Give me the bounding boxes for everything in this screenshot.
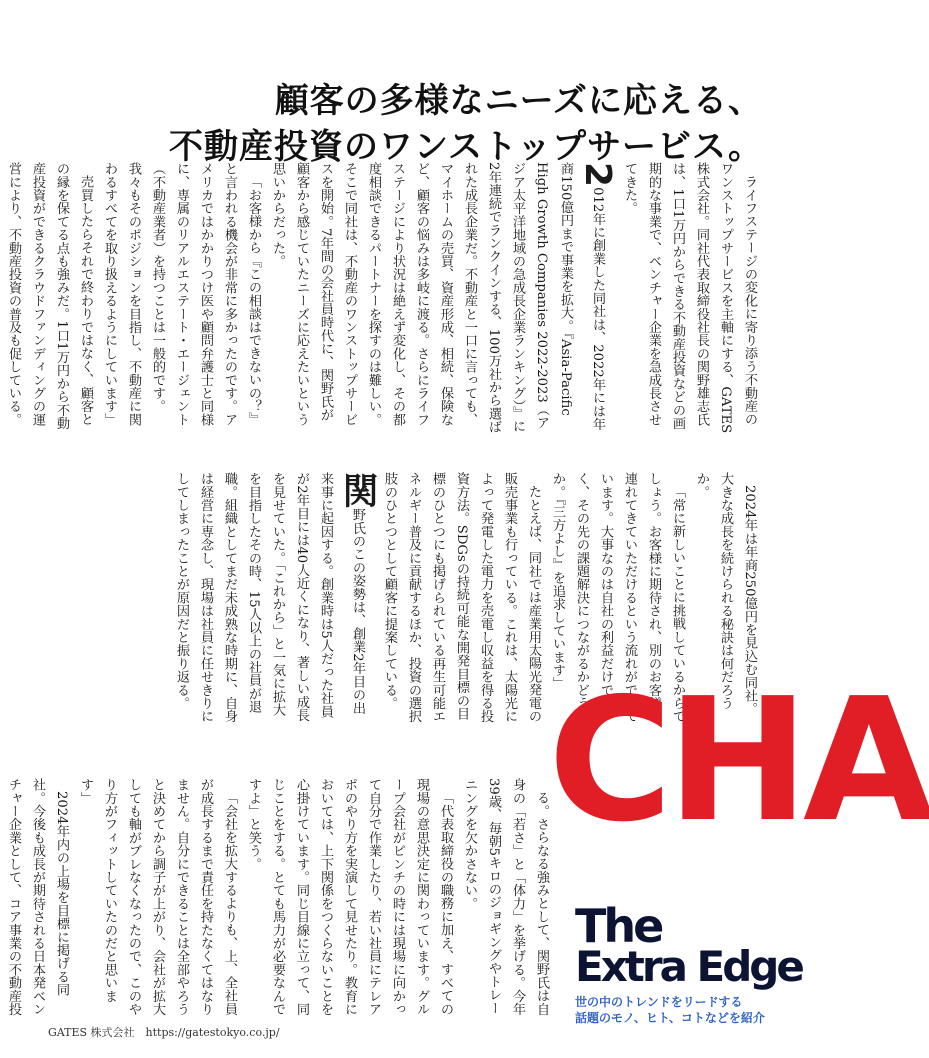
article-paragraph xyxy=(97,162,265,434)
article-paragraph xyxy=(617,162,761,434)
paragraph-text: 売買したらそれで終わりではなく、顧客との縁を保てる点も強みだ。1口1万円から不動産投資ができるクラウドファンディングの運営により、不動産投資の普及も促している。 xyxy=(6,162,93,430)
paragraph-text: ライフステージの変化に寄り添う不動産のワンストップサービスを主軸にする、GATES株式会社。同社代表取締役社長の関野雄志氏は、1口1万円からできる不動産投資などの画期的な事業で、ベンチャー企業を急成長させてきた。 xyxy=(622,162,757,434)
extra-edge-subtitle xyxy=(575,994,795,1026)
article-tier-3 xyxy=(6,778,553,1018)
paragraph-text: 「会社を拡大するよりも、上、全社員が成長するまで責任を持たなくてはなりません。自分にできることは全部やろうと決めてから調子が上がり、会社が拡大しても軸がブレなくなったので、このやり方がフィットしていたのだと思います」 xyxy=(78,778,237,1016)
article-paragraph xyxy=(265,162,617,434)
extra-edge-the xyxy=(575,899,795,953)
drop-cap: 関 xyxy=(337,472,378,508)
headline xyxy=(169,78,763,170)
article-paragraph xyxy=(0,778,73,1018)
article-paragraph xyxy=(457,778,553,1018)
extra-edge-logo xyxy=(575,899,802,1026)
paragraph-text: 「常に新しいことに挑戦しているからでしょう。お客様に期待され、別のお客様を連れてきていただけるという流れができています。大事なのは自社の利益だけでなく、その先の課題解決につながるかどうか。『三方よし』を追求しています」 xyxy=(550,472,685,723)
extra-edge-the-text: The xyxy=(575,899,662,953)
article-tier-1 xyxy=(6,162,761,434)
headline-line2: 不動産投資のワンストップサービス。 xyxy=(169,127,763,167)
paragraph-text: たとえば、同社では産業用太陽光発電の販売事業も行っている。これは、太陽光によって発電した電力を売電し収益を得る投資方法。SDGsの持続可能な開発目標の目標のひとつにも掲げられている再生可能エネルギー普及に貢献するほか、投資の選択肢のひとつとして顧客に提案している。 xyxy=(382,472,541,723)
article-paragraph xyxy=(73,778,241,1018)
drop-cap: 2 xyxy=(577,162,618,188)
extra-edge-subtitle-line1: 世の中のトレンドをリードする xyxy=(575,995,743,1009)
extra-edge-title: Extra Edge xyxy=(575,942,802,991)
paragraph-text: 「お客様から『この相談はできないの？』と言われる機会が非常に多かったのです。アメリカではかかりつけ医や顧問弁護士と同様に、専属のリアルエステート・エージェント（不動産業者）を持つことは一般的です。我々もそのポジションを目指し、不動産に関わるすべてを取り扱えるようにしています」 xyxy=(102,162,261,426)
cha-wordmark-clip xyxy=(540,640,929,870)
paragraph-text: 012年に創業した同社は、2022年には年商150億円まで事業を拡大。『Asia-Pacific High Growth Companies 2022-2023（アジア太平洋地域の急成長企業ランキング）』に2年連続でランクインする、100万社から選ばれた成長企業だ。不動産と一口に言っても、マイホームの売買、資産形成、相続、保険など、顧客の悩みは多岐に渡る。さらにライフステージにより状況は絶えず変化し、その都度相談できるパートナーを探すのは難しい。そこで同社は、不動産のワンストップサービスを開始。7年間の会社員時代に、関野氏が顧客から感じていたニーズに応えたいという思いからだった。 xyxy=(270,162,605,434)
paragraph-text: 野氏のこの姿勢は、創業2年目の出来事に起因する。創業時は5人だった社員が2年目には40人近くになり、著しい成長を見せていた。「これから」と一気に拡大を目指したその時、15人以上の社員が退職。組織としてまだ未成熟な時期に、自身は経営に専念し、現場は社員に任せきりにしてしまったことが原因だと振り返る。 xyxy=(174,472,365,723)
paragraph-text: 「代表取締役の職務に加え、すべての現場の意思決定に関わっています。グループ会社がピンチの時には現場に向かって自分で作業したり、若い社員にテレアポのやり方を実演して見せたり。教育においては、上下関係をつくらないことを心掛けています。同じ目線に立って、同じことをする。とても馬力が必要なんですよ」と笑う。 xyxy=(246,778,453,1016)
headline-line1: 顧客の多様なニーズに応える、 xyxy=(274,81,763,121)
paragraph-text: 2024年は年商250億円を見込む同社。大きな成長を続けられる秘訣は何だろうか。 xyxy=(694,472,757,716)
cha-wordmark: CHA xyxy=(548,662,929,860)
paragraph-text: る。さらなる強みとして、関野氏は自身の「若さ」と「体力」を挙げる。今年39歳、毎朝5キロのジョギングやトレーニングを欠かさない。 xyxy=(462,778,549,1016)
extra-edge-subtitle-line2: 話題のモノ、ヒト、コトなどを紹介 xyxy=(575,1011,765,1025)
article-paragraph xyxy=(169,472,377,726)
footer-credit: GATES 株式会社 https://gatestokyo.co.jp/ xyxy=(48,1026,280,1039)
article-paragraph xyxy=(0,162,97,434)
article-paragraph xyxy=(377,472,545,726)
article-paragraph xyxy=(241,778,457,1018)
paragraph-text: 2024年内の上場を目標に掲げる同社。今後も成長が期待される日本発ベンチャー企業として、コア事業の不動産投 xyxy=(6,778,69,1016)
